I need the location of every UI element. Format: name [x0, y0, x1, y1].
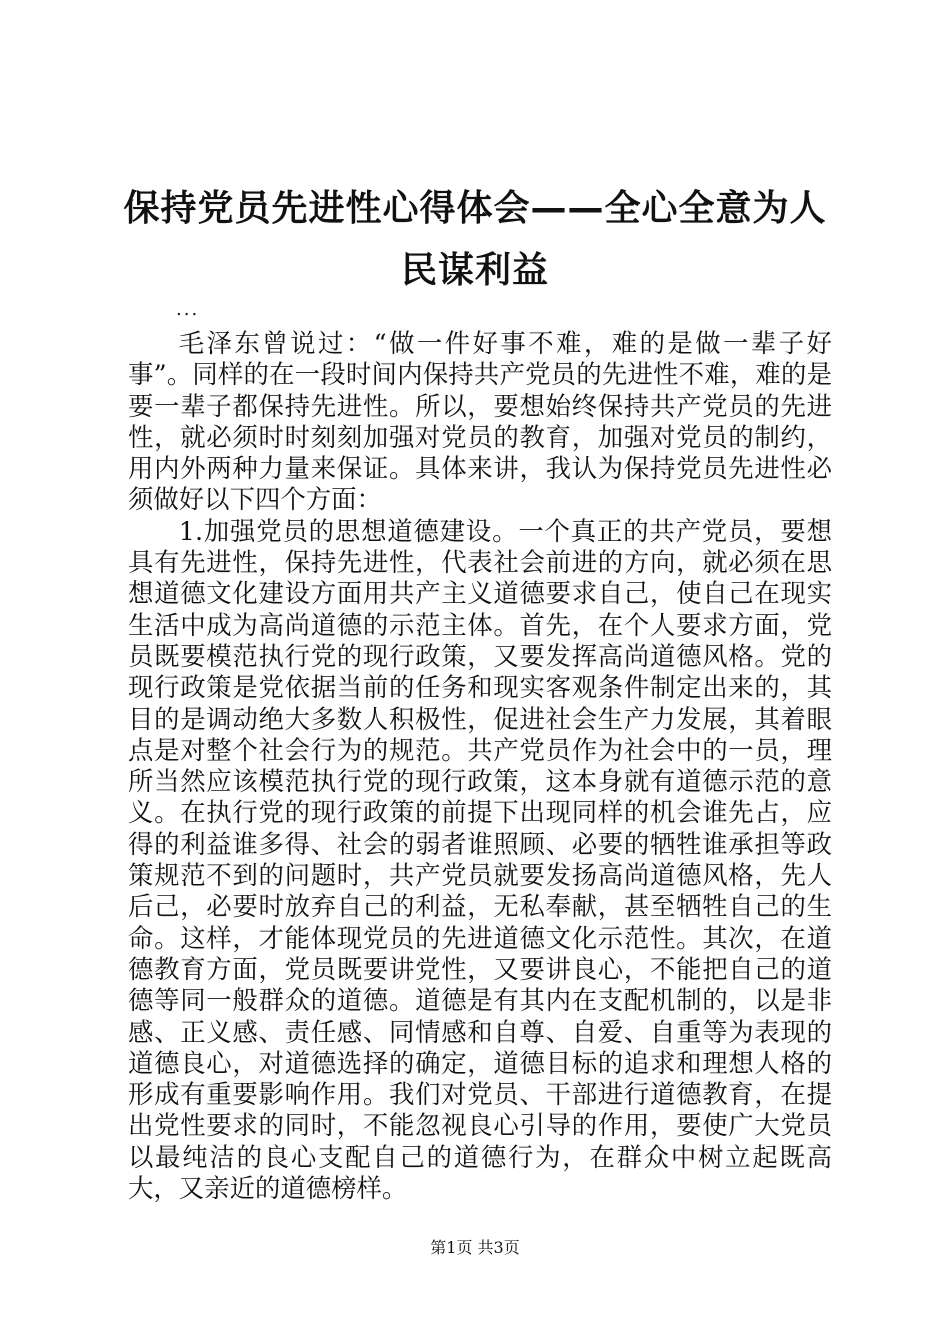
ellipsis-mark: ... [176, 299, 200, 320]
paragraph-point-1: 1.加强党员的思想道德建设。一个真正的共产党员，要想具有先进性，保持先进性，代表社会前进的方向，就必须在思想道德文化建设方面用共产主义道德要求自己，使自己在现实生活中成为高尚道德的示范主体。首先，在个人要求方面，党员既要模范执行党的现行政策，又要发挥高尚道德风格。党的现行政策是党依据当前的任务和现实客观条件制定出来的，其目的是调动绝大多数人积极性，促进社会生产力发展，其着眼点是对整个社会行为的规范。共产党员作为社会中的一员，理所当然应该模范执行党的现行政策，这本身就有道德示范的意义。在执行党的现行政策的前提下出现同样的机会谁先占，应得的利益谁多得、社会的弱者谁照顾、必要的牺牲谁承担等政策规范不到的问题时，共产党员就要发扬高尚道德风格，先人后己，必要时放弃自己的利益，无私奉献，甚至牺牲自己的生命。这样，才能体现党员的先进道德文化示范性。其次，在道德教育方面，党员既要讲党性，又要讲良心，不能把自己的道德等同一般群众的道德。道德是有其内在支配机制的，以是非感、正义感、责任感、同情感和自尊、自爱、自重等为表现的道德良心，对道德选择的确定，道德目标的追求和理想人格的形成有重要影响作用。我们对党员、干部进行道德教育，在提出党性要求的同时，不能忽视良心引导的作用，要使广大党员以最纯洁的良心支配自己的道德行为，在群众中树立起既高大，又亲近的道德榜样。 [128, 515, 832, 1204]
paragraph-intro: 毛泽东曾说过：“做一件好事不难，难的是做一辈子好事”。同样的在一段时间内保持共产党员的先进性不难，难的是要一辈子都保持先进性。所以，要想始终保持共产党员的先进性，就必须时时刻刻加强对党员的教育，加强对党员的制约，用内外两种力量来保证。具体来讲，我认为保持党员先进性必须做好以下四个方面： [128, 328, 832, 515]
page-footer: 第1页 共3页 [430, 1238, 520, 1257]
document-body [128, 328, 832, 1204]
document-title: 保持党员先进性心得体会——全心全意为人民谋利益 [123, 188, 827, 291]
